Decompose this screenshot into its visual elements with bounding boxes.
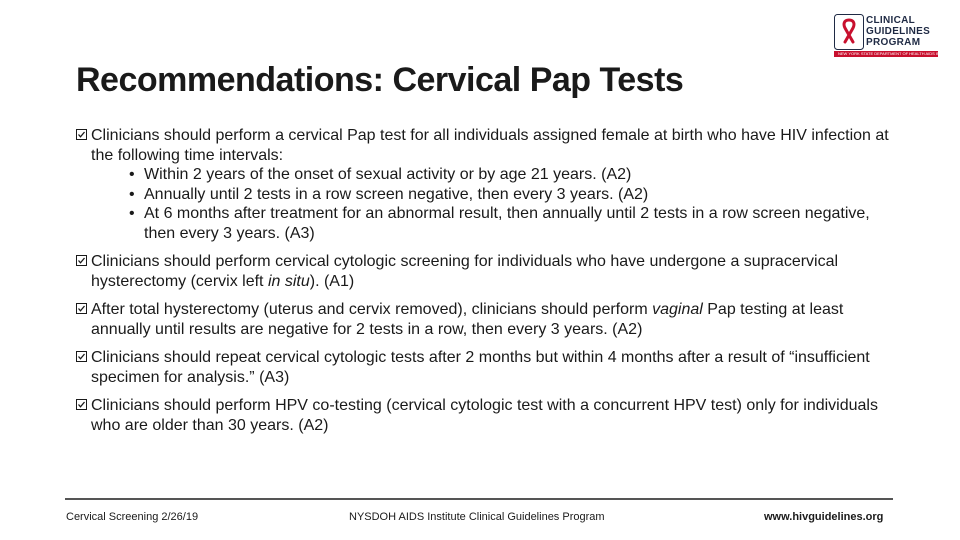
awareness-ribbon-icon	[834, 14, 864, 50]
recommendation-text: Clinicians should perform HPV co-testing (cervical cytologic test with a concurrent HPV test) only for individuals who are older than 30 years. (A2)	[91, 397, 878, 434]
logo-line-3: PROGRAM	[866, 37, 921, 48]
checkbox-bullet-icon	[76, 351, 87, 362]
recommendation-item	[76, 252, 896, 291]
bullet-dot-icon: •	[129, 166, 135, 183]
recommendation-text: Clinicians should repeat cervical cytologic tests after 2 months but within 4 months after a result of “insufficient specimen for analysis.” (A3)	[91, 349, 870, 386]
recommendation-item	[76, 348, 896, 387]
sub-bullet-item	[129, 204, 896, 243]
recommendation-text-part: Clinicians should perform cervical cytologic screening for individuals who have undergone a supracervical hysterectomy (cervix left	[91, 253, 839, 290]
bullet-dot-icon: •	[129, 185, 135, 203]
recommendation-text: Clinicians should perform a cervical Pap test for all individuals assigned female at birth who have HIV infection at the following time intervals:	[91, 127, 889, 164]
bullet-dot-icon: •	[129, 205, 135, 222]
interval-sublist	[91, 165, 896, 243]
logo-line-1: CLINICAL	[866, 15, 916, 26]
slide-title: Recommendations: Cervical Pap Tests	[76, 61, 684, 99]
footer-website-link[interactable]: www.hivguidelines.org	[764, 511, 884, 523]
recommendation-text-part: After total hysterectomy (uterus and cervix removed), clinicians should perform	[91, 301, 653, 318]
recommendations-list	[76, 126, 896, 444]
recommendation-text-part: ). (A1)	[309, 272, 355, 290]
checkbox-bullet-icon	[76, 399, 87, 410]
recommendation-text	[91, 253, 838, 290]
footer-date: Cervical Screening 2/26/19	[66, 511, 199, 523]
checkbox-bullet-icon	[76, 255, 87, 266]
recommendation-item	[76, 126, 896, 243]
recommendation-text-part: Pap testing at least annually until results are negative for 2 tests in a row, then every 3 years. (A2)	[91, 301, 844, 338]
checkbox-bullet-icon	[76, 303, 87, 314]
recommendation-emphasis: in situ	[267, 272, 310, 290]
recommendation-emphasis: vaginal	[652, 301, 703, 318]
footer-program: NYSDOH AIDS Institute Clinical Guidelines Program	[349, 511, 605, 523]
recommendation-item	[76, 300, 896, 339]
checkbox-bullet-icon	[76, 129, 87, 140]
recommendation-text	[91, 301, 843, 338]
sub-bullet-item	[129, 165, 896, 185]
sub-bullet-text: Annually until 2 tests in a row screen negative, then every 3 years. (A2)	[144, 185, 649, 203]
logo-tagline-bar: NEW YORK STATE DEPARTMENT OF HEALTH AIDS INSTITUTE	[834, 51, 938, 57]
clinical-guidelines-logo	[832, 12, 957, 58]
sub-bullet-text: At 6 months after treatment for an abnormal result, then annually until 2 tests in a row screen negative, then every 3 years. (A3)	[144, 205, 870, 242]
logo-line-2: GUIDELINES	[866, 26, 931, 37]
logo-wordmark	[866, 15, 930, 48]
sub-bullet-item	[129, 185, 896, 205]
sub-bullet-text: Within 2 years of the onset of sexual activity or by age 21 years. (A2)	[144, 166, 632, 183]
recommendation-item	[76, 396, 896, 435]
footer-divider	[65, 498, 893, 500]
